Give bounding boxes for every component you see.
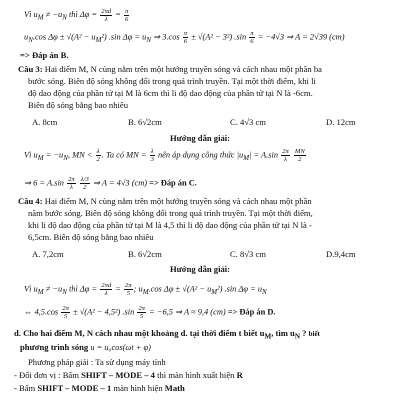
question-3-text-1: Hai điểm M, N cùng nằm trên một hướng truyền sóng và cách nhau một phần ba (42, 64, 322, 74)
question-4-label: Câu 4: (18, 196, 43, 206)
question-4-option-a: A. 7,2cm (32, 249, 64, 259)
question-3-option-a: A. 8cm (32, 117, 58, 127)
section-d-line-4: - Đổi đơn vị : Bấm SHIFT – MODE – 4 thì màn hình xuất hiện R (14, 370, 243, 380)
question-3-line-3: độ dao động của phần tử tại M là 6cm thì li độ dao động của phần tử tại N là -6cm. (28, 88, 313, 98)
question-3-solution-2: ⇒ 6 = A.sin $\frac{2\pi}{\lambda}$ $\frac{\lambda/3}{2}$ ⇒ A = 4√3 (cm) => Đáp án C. (24, 176, 197, 191)
question-4-line-3: khi li độ dao động của phần tử tại M là 4,5 thì li độ dao động của phần tử tại N là - (28, 220, 312, 230)
solution-line-1-text: Vì $u_M \ne -u_N$ thì Δφ = $\frac{2\pi d}{\lambda}$ = $\frac{\pi}{6}$ (24, 8, 129, 23)
section-d-line-3: Phương pháp giải : Ta sử dụng máy tính (28, 357, 166, 367)
question-4-solution-1: Vì $u_M \ne -u_N$ thì Δφ = $\frac{2\pi d}{\lambda}$ = $\frac{2\pi}{5}$ ; $u_M.\cos$ $\Delta\varphi \pm √(A^2 - u_M^2)$ .sin $\Delta\varphi = u_N$ (24, 282, 267, 297)
solution-line-1 (24, 8, 130, 24)
section-d-line-2: phương trình sóng u = u₀cos(ωt + φ) (20, 342, 151, 352)
question-4-solution-2: ⇔ 4,5.cos $\frac{2\pi}{5}$ ± √(A² − 4,5²) .sin $\frac{2\pi}{5}$ = −6,5 ⇒ A ≈ 9,4 (cm) => Đáp án D. (24, 305, 276, 320)
question-4-option-d: D.9,4cm (326, 249, 356, 259)
solution-heading-2: Hướng dẫn giải: (169, 264, 231, 274)
section-d-line-5: - Bấm SHIFT – MODE – 1 màn hình hiện Math (14, 383, 185, 393)
question-3-option-b: B. 6√2cm (128, 117, 162, 127)
question-4-text-1: Hai điểm M, N cùng nằm trên một hướng truyền sóng và cách nhau một phần (42, 196, 312, 206)
answer-b: => Đáp án B. (20, 50, 69, 60)
question-3-label: Câu 3: (18, 64, 43, 74)
question-3-line-2: bước sóng. Biên độ sóng không đổi trong quá trình truyền. Tại một thời điểm, khi li (28, 76, 316, 86)
solution-line-2: $u_N.\cos$ $\Delta\varphi \pm √(A^2 - u_M^2)$ .sin $\Delta\varphi = u_N$ ⇒ 3.cos $\frac{\pi}{6}$ ± √(A² − 3²) .sin $\frac{\pi}{6}$ = −4√3 ⇒ A = 2√39 (cm) (24, 30, 345, 45)
question-3-option-c: C. 4√3 cm (230, 117, 266, 127)
question-3-line-4: Biên độ sóng bằng bao nhiêu (28, 100, 129, 110)
question-4-line-1 (18, 196, 312, 207)
question-3-line-1 (18, 64, 322, 75)
question-4-option-c: C. 8√3 cm (230, 249, 266, 259)
solution-heading-1: Hướng dẫn giải: (169, 133, 231, 143)
question-3-solution-1: Vì $u_M = -u_N$, MN < $\frac{\lambda}{2}$ . Ta có MN = $\frac{\lambda}{3}$ nên áp dụng công thức $|u_M| = A.\sin$ $\frac{2\pi}{\lambda}$ $\frac{MN}{2}$ (24, 148, 305, 163)
question-4-option-b: B. 6√2cm (128, 249, 162, 259)
question-3-option-d: D. 12cm (326, 117, 356, 127)
section-d-line-1: d. Cho hai điểm M, N cách nhau một khoảng d. tại thời điểm t biết $u_M$, tìm $u_N$ ? biết (14, 328, 320, 341)
question-4-line-2: năm bước sóng. Biên độ sóng không đổi trong quá trình truyền. Tại một thời điểm, (28, 208, 313, 218)
question-4-line-4: 6,5cm. Biên độ sóng bằng bao nhiêu (28, 232, 154, 242)
